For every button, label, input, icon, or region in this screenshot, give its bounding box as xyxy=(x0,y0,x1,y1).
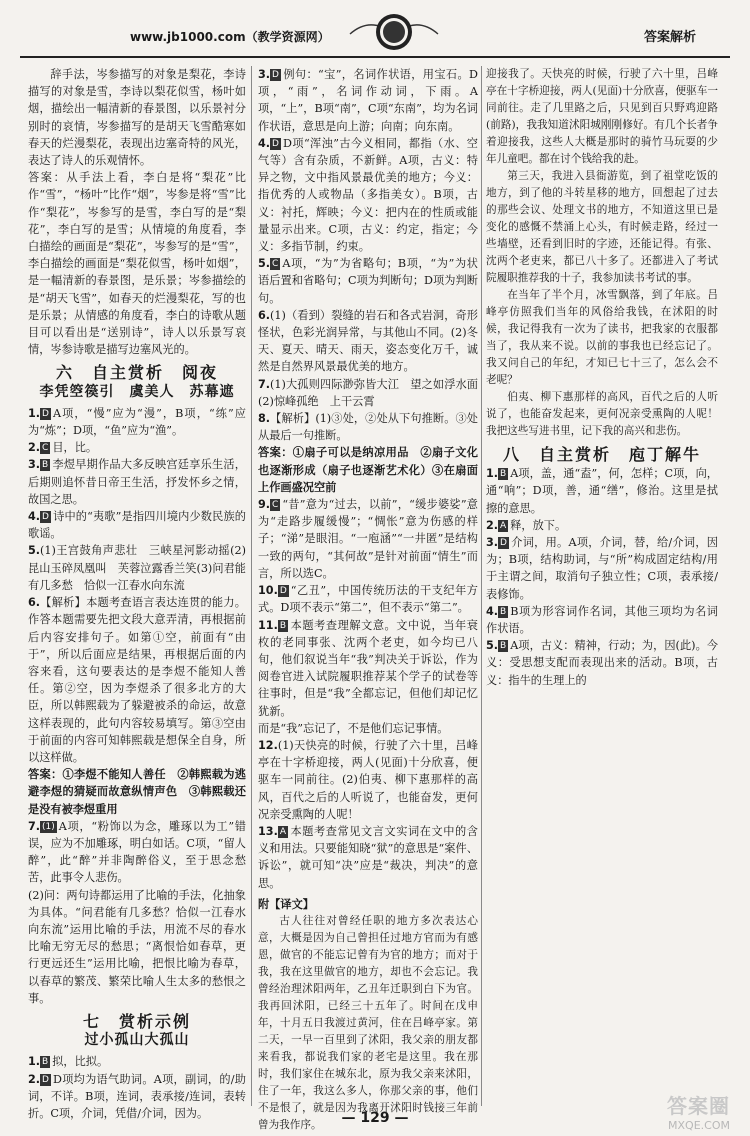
answer-item: 1. B 拟，比拟。 xyxy=(28,1055,109,1069)
answer-item: 12.(1)天快亮的时候，行驶了六十里，吕峰亭在十字桥迎接，两人(见面)十分欣喜，便驱车一同前往。(2)伯夷、柳下惠那样的高风，百代之后的人听说了，也能奋发，更何况亲受熏陶的人呢！ xyxy=(258,738,478,821)
answer-item: 7.(1)大孤则四际渺弥皆大江 望之如浮水面 (2)惊峰孤绝 上干云霄 xyxy=(258,377,490,408)
answer-item: 8.【解析】(1)③处，②处从下句推断。③处从最后一句推断。 xyxy=(258,412,478,443)
page-header xyxy=(20,6,730,58)
answer-text: 而是“我”忘记了，不是他们忘记事情。 xyxy=(258,721,449,735)
answer-item: 4. D D项“浑浊”古今义相同，都指（水、空气等）含有杂质，不新鲜。A项，古义：特异之物，文中指风景最优美的地方；今义：指优秀的人或物品（多指美女）。B项，古义：衬托，辉映；今义：把内在的性质或能量显示出来。C项，古义：约定，指定；今义：多指节制，约束。 xyxy=(258,136,478,254)
answer-item: 5. B A项，古义：精神，行动；为，因(此)。今义：受思想支配而表现出来的活动。B项，古义：指牛的生理上的 xyxy=(486,639,718,687)
answer-item: 5. C A项，“为”为省略句；B项，“为”为状语后置和省略句；C项为判断句；D项为判断句。 xyxy=(258,257,478,305)
section-subtitle: 过小孤山大孤山 xyxy=(84,1032,190,1049)
translation-paragraph: 在当年了半个月，冰雪飘落，到了年底。吕峰亭仿照我们当年的风俗给我钱，在沭阳的时候，我记得我有一次为了读书，把我家的衣服都当了，我从来不说。以前的事我也已经忘记了。我又问自己的年纪，才知已七十三了，怎么会不老呢？ xyxy=(486,289,718,386)
answer-item: 5.(1)王宫鼓角声悲壮 三峡星河影动摇(2)昆山玉碎凤凰叫 芙蓉泣露香兰笑(3)问君能有几多愁 恰似一江春水向东流 xyxy=(28,544,246,592)
answer-item: 13. A 本题考查常见文言文实词在文中的含义和用法。只要能知晓“狱”的意思是“案件、诉讼”，就可知“决”应是“裁决，判决”的意思。 xyxy=(258,824,478,890)
answer-item: 4. D 诗中的“夷歌”是指四川境内少数民族的歌谣。 xyxy=(28,510,246,541)
site-url: www.jb1000.com（教学资源网） xyxy=(130,30,330,44)
column-left xyxy=(28,66,246,1120)
column-divider xyxy=(251,66,252,1106)
answer-item: 7. (1) A项，“粉饰以为念，雕琢以为工”错误，应为不加雕琢，明白如话。C项，“留人醉”，此“醉”并非陶醉俗义，至于思念愁苦，此事令人悲伤。 xyxy=(28,819,246,885)
answer-item: 2. D D项均为语气助词。A项，副词，的/助词，不详。B项，连词，表承接/连词，表转折。C项，介词，凭借/介词，因为。 xyxy=(28,1072,246,1120)
answer-item: 1. D A项，“慢”应为“漫”，B项，“练”应为“炼”；D项，“鱼”应为“渔”。 xyxy=(28,406,246,438)
watermark xyxy=(600,1090,730,1130)
watermark-title: 答案圈 xyxy=(667,1094,730,1118)
answer-item: 3. D 介词，用。A项，介词，替，给/介词，因为；B项，结构助词，与“所”构成固定结构/用于主谓之间，取消句子独立性；C项，表承接/表修饰。 xyxy=(486,536,718,601)
answer-item: 3. B 李煜早期作品大多反映宫廷享乐生活，后期则追怀昔日帝王生活，抒发怀乡之情，故国之思。 xyxy=(28,458,246,506)
answer-item: 2. C 目，比。 xyxy=(28,441,98,455)
answer-item: 6.【解析】本题考查语言表达连贯的能力。作答本题需要先把文段大意弄清，再根据前后内容安排句子。如第①空，前面有“由于”，所以后面应是结果，再根据后面的内容来看，这句要表达的是李煜不能知人善任。第②空，因为李煜杀了很多北方的大臣，所以韩熙载为了躲避被杀的命运，故意这样表现的，此句内容较易填写。第③空由于前面的内容可知韩熙载是想保全自身，所以这样做。 xyxy=(28,596,246,764)
column-divider xyxy=(481,66,482,1106)
answer-item: 1. B A项，盖，通“盍”，何，怎样；C项，向，通“响”；D项，善，通“缮”，修治。这里是拭擦的意思。 xyxy=(486,467,718,515)
translation-paragraph: 古人往往对曾经任职的地方多次表达心意，大概是因为自己曾担任过地方官而为有感恩，做官的不能忘记曾有为官的地方；而对于我，我在这里做官的地方，却也不会忘记。我曾经治理沭阳两年，乙丑年迁职到白下为官。我再回沭阳，已经三十五年了。时间在戊申年，十月五日我渡过黄河，住在吕峰亭家。第二天，一早一百里到了沭阳，我父亲的朋友都来看我，都说我们家的老宅是这里。我在那时，我们家住在城东北，原为我父亲来沭阳，住了一年，我这么多人，你那父亲的事，他们不是恨了，就是因为我离开沭阳时钱接三年前曾为我作序。 xyxy=(258,914,478,1131)
answer-paragraph: 答案：从手法上看，李白是将“梨花”比作“雪”，“杨叶”比作“烟”，岑参是将“雪”比作“梨花”，岑参写的是雪，李白写的是“梨花”，李白写的是雪；从情境的角度看，李白描绘的画面是“梨花”，岑参写的是“雪”，李白描绘的画面是“梨花似雪，杨叶如烟”，是一幅清新的春景图，是乐景；岑参描绘的是“胡天飞雪”，如春天的烂漫梨花，写的也是乐景；从情感的角度看，李白的诗歌从题目可以看出是“送别诗”，诗人以乐景写哀情，岑参诗歌是描写边塞风光的。 xyxy=(28,171,246,357)
page-number: — 129 — xyxy=(341,1110,409,1126)
paragraph: 辞手法，岑参描写的对象是梨花，李诗描写的对象是雪，李诗以梨花似雪，杨叶如烟，描绘出一幅清新的春景图，以乐景衬分别时的哀情，岑参描写的是胡天飞雪酷寒如春天的烂漫梨花，表现出边塞奇特的风光，表达了诗人的乐观情怀。 xyxy=(28,68,246,168)
answer-item: 10. D “乙丑”，中国传统历法的干支纪年方式。D项不表示“第二”，但不表示“第二”。 xyxy=(258,584,478,615)
answer-item: (2)问：两句诗都运用了比喻的手法，化抽象为具体。“问君能有几多愁？恰似一江春水向东流”运用比喻的手法，用流不尽的春水比喻无穷无尽的愁思；“离恨恰如春草，更行更远还生”运用比喻，把恨比喻为春草，以春草的繁茂、繁荣比喻人生太多的愁恨之事。 xyxy=(28,888,246,1005)
answer-item: 6.(1)（看到）裂缝的岩石和各式岩洞，奇形怪状，色彩光润异常，与其他山不同。(2)冬天、夏天、晴天、雨天，姿态变化万千，诚然是自然界风景最优美的地方。 xyxy=(258,308,478,374)
section-title: 六 自主赏析 阅夜 xyxy=(55,363,218,383)
translation-paragraph: 第三天，我进入县衙游览，到了祖堂吃饭的地方，到了他的斗转星移的地方，回想起了过去的那些会议、处理文书的地方，不知道这里已是变化的感慨不禁涌上心头，有时候走路，经过一些墙壁，还看到旧时的字迹，还能记得。有张、沈两个老吏来，都已八十多了。还都进入了考试院履职推荐我的十子，我参加读书考试的事。 xyxy=(486,170,718,284)
column-right xyxy=(486,66,718,1106)
translation-paragraph: 伯夷、柳下惠那样的高风，百代之后的人听说了，也能奋发起来，更何况亲受熏陶的人呢！我把这些写进书里，记下我的高兴和悲伤。 xyxy=(486,391,718,437)
answer-item: 9. C “昔”意为“过去，以前”，“缓步婆娑”意为“走路步履缓慢”；“惆怅”意为伤感的样子；“涕”是眼泪。“一庖涵”“一井匿”是结构一致的两句，“其何故”是针对前面“情生”而言，所以选C。 xyxy=(258,498,478,580)
answer-item: 4. B B项为形容词作名词，其他三项均为名词作状语。 xyxy=(486,604,718,636)
watermark-url: MXQE.COM xyxy=(668,1119,730,1132)
brand-logo-icon xyxy=(348,8,440,52)
answer-item: 11. B 本题考查理解文意。文中说，当年衰枚的老同事张、沈两个老吏，如今均已八旬，他们叙说当年“我”判决关于诉讼，作为阅卷官进入试院履职推荐某个学子的试卷等往事时，但是“我”全都忘记，但他们却记忆犹新。 xyxy=(258,618,478,718)
section-label: 答案解析 xyxy=(643,30,696,45)
section-title: 八 自主赏析 庖丁解牛 xyxy=(502,445,701,464)
section-subtitle: 李凭箜篌引 虞美人 苏幕遮 xyxy=(39,383,235,400)
answer-text: 答案：①扇子可以是纳凉用品 ②扇子文化也逐渐形成（扇子也逐渐艺术化）③在扇面上作画盛况空前 xyxy=(258,445,478,494)
section-title: 七 赏析示例 xyxy=(82,1011,191,1031)
answer-text: 答案：①李煜不能知人善任 ②韩熙载为逃避李煜的猜疑而故意纵情声色 ③韩熙载还是没有被李煜重用 xyxy=(28,767,246,816)
answer-item: 2. A 释，放下。 xyxy=(486,518,567,532)
translation-paragraph: 迎接我了。天快亮的时候，行驶了六十里，吕峰亭在十字桥迎接，两人(见面)十分欣喜，便驱车一同前往。走了几里路之后，只见到百只野鸡迎路(前路)，我我知道沭阳城刚刚修好。有几个长者争着迎接我，这些人大概是那时的骑竹马玩耍的少年儿童吧。都在讨个钱给我的赴。 xyxy=(486,68,718,165)
translation-heading: 附【译文】 xyxy=(258,897,314,911)
answer-item: 3. D 例句：“宝”，名词作状语，用宝石。D项，“雨”，名词作动词，下雨。A项，“上”，B项“南”，C项“东南”，均为名词作状语，意思是向上游；向南；向东南。 xyxy=(258,68,478,133)
